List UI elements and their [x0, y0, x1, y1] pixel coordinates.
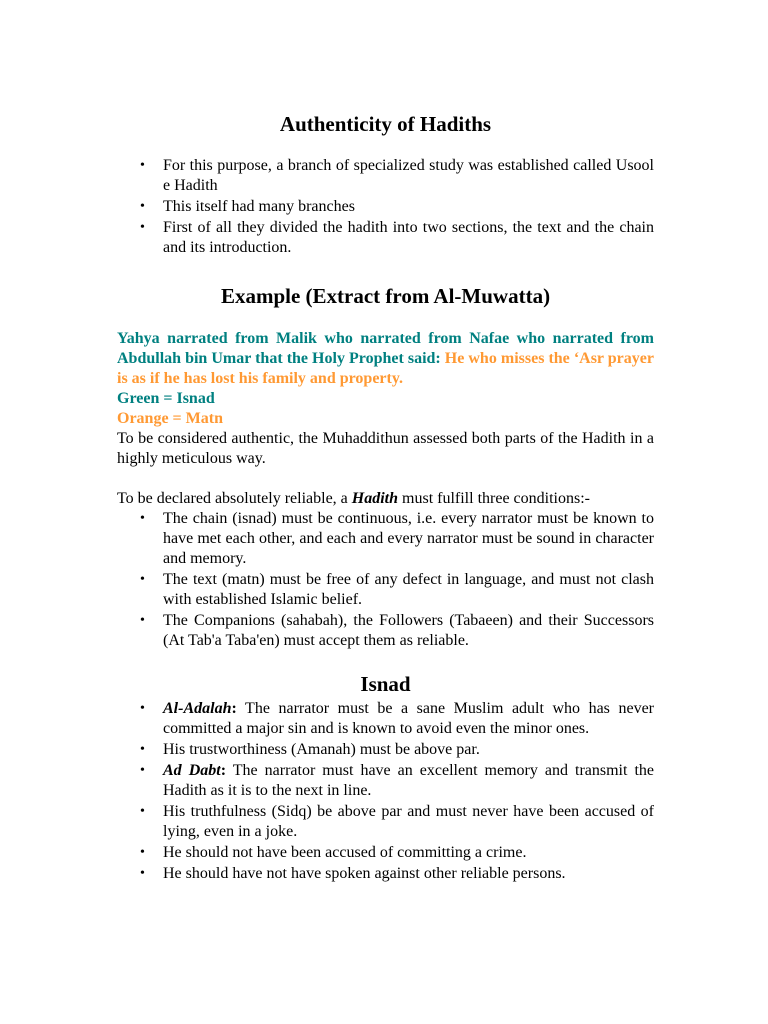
list-item: • Al-Adalah: The narrator must be a sane Muslim adult who has never committed a major sin and is known to avoid even the minor ones.: [140, 700, 654, 737]
bullet-icon: •: [140, 866, 145, 881]
section-title-authenticity: Authenticity of Hadiths: [279, 112, 492, 136]
list-item: • His trustworthiness (Amanah) must be above par.: [140, 741, 480, 758]
term-ad-dabt: Ad Dabt: [163, 762, 221, 779]
section-title-example: Example (Extract from Al-Muwatta): [220, 284, 551, 308]
list-item: • For this purpose, a branch of specialized study was established called Usool e Hadith: [140, 157, 654, 194]
list-item: • The Companions (sahabah), the Followers (Tabaeen) and their Successors (At Tab'a Taba'en) must accept them as reliable.: [140, 612, 654, 649]
term-al-adalah: Al-Adalah: [163, 700, 232, 717]
matn-text: He who misses the ‘Asr prayer is as if he has lost his family and property.: [117, 350, 654, 387]
list-item: • Ad Dabt: The narrator must have an excellent memory and transmit the Hadith as it is to the next in line.: [140, 762, 655, 799]
bullet-icon: •: [140, 199, 145, 214]
hadith-example: [117, 329, 654, 389]
hadith-term: Hadith: [351, 490, 399, 507]
list-item: • This itself had many branches: [140, 198, 355, 215]
list-item: • He should not have been accused of committing a crime.: [140, 844, 527, 861]
document-content: [117, 111, 654, 885]
conditions-bullet-list: [117, 509, 654, 651]
paragraph-assessment: To be considered authentic, the Muhaddithun assessed both parts of the Hadith in a highly meticulous way.: [117, 430, 654, 467]
paragraph-conditions-intro: To be declared absolutely reliable, a Hadith must fulfill three conditions:-: [117, 490, 590, 507]
bullet-icon: •: [140, 845, 145, 860]
list-item: • He should have not have spoken against other reliable persons.: [140, 865, 566, 882]
bullet-icon: •: [140, 511, 145, 526]
authenticity-bullet-list: [117, 156, 654, 258]
list-item: • First of all they divided the hadith into two sections, the text and the chain and its introduction.: [140, 219, 654, 256]
section-title-isnad: Isnad: [360, 672, 411, 696]
bullet-icon: •: [140, 613, 145, 628]
bullet-icon: •: [140, 572, 145, 587]
list-item: • The text (matn) must be free of any defect in language, and must not clash with established Islamic belief.: [140, 571, 654, 608]
legend-matn: Orange = Matn: [117, 410, 223, 427]
bullet-icon: •: [140, 763, 145, 778]
bullet-icon: •: [140, 220, 145, 235]
legend-isnad: Green = Isnad: [117, 390, 215, 407]
isnad-bullet-list: [117, 699, 654, 884]
isnad-text: Yahya narrated from Malik who narrated from Nafae who narrated from Abdullah bin Umar that the Holy Prophet said:: [117, 330, 654, 367]
list-item: • The chain (isnad) must be continuous, i.e. every narrator must be known to have met each other, and each and every narrator must be sound in character and memory.: [140, 510, 654, 567]
bullet-icon: •: [140, 158, 145, 173]
list-item: • His truthfulness (Sidq) be above par and must never have been accused of lying, even in a joke.: [140, 803, 654, 840]
bullet-icon: •: [140, 804, 145, 819]
bullet-icon: •: [140, 742, 145, 757]
bullet-icon: •: [140, 701, 145, 716]
